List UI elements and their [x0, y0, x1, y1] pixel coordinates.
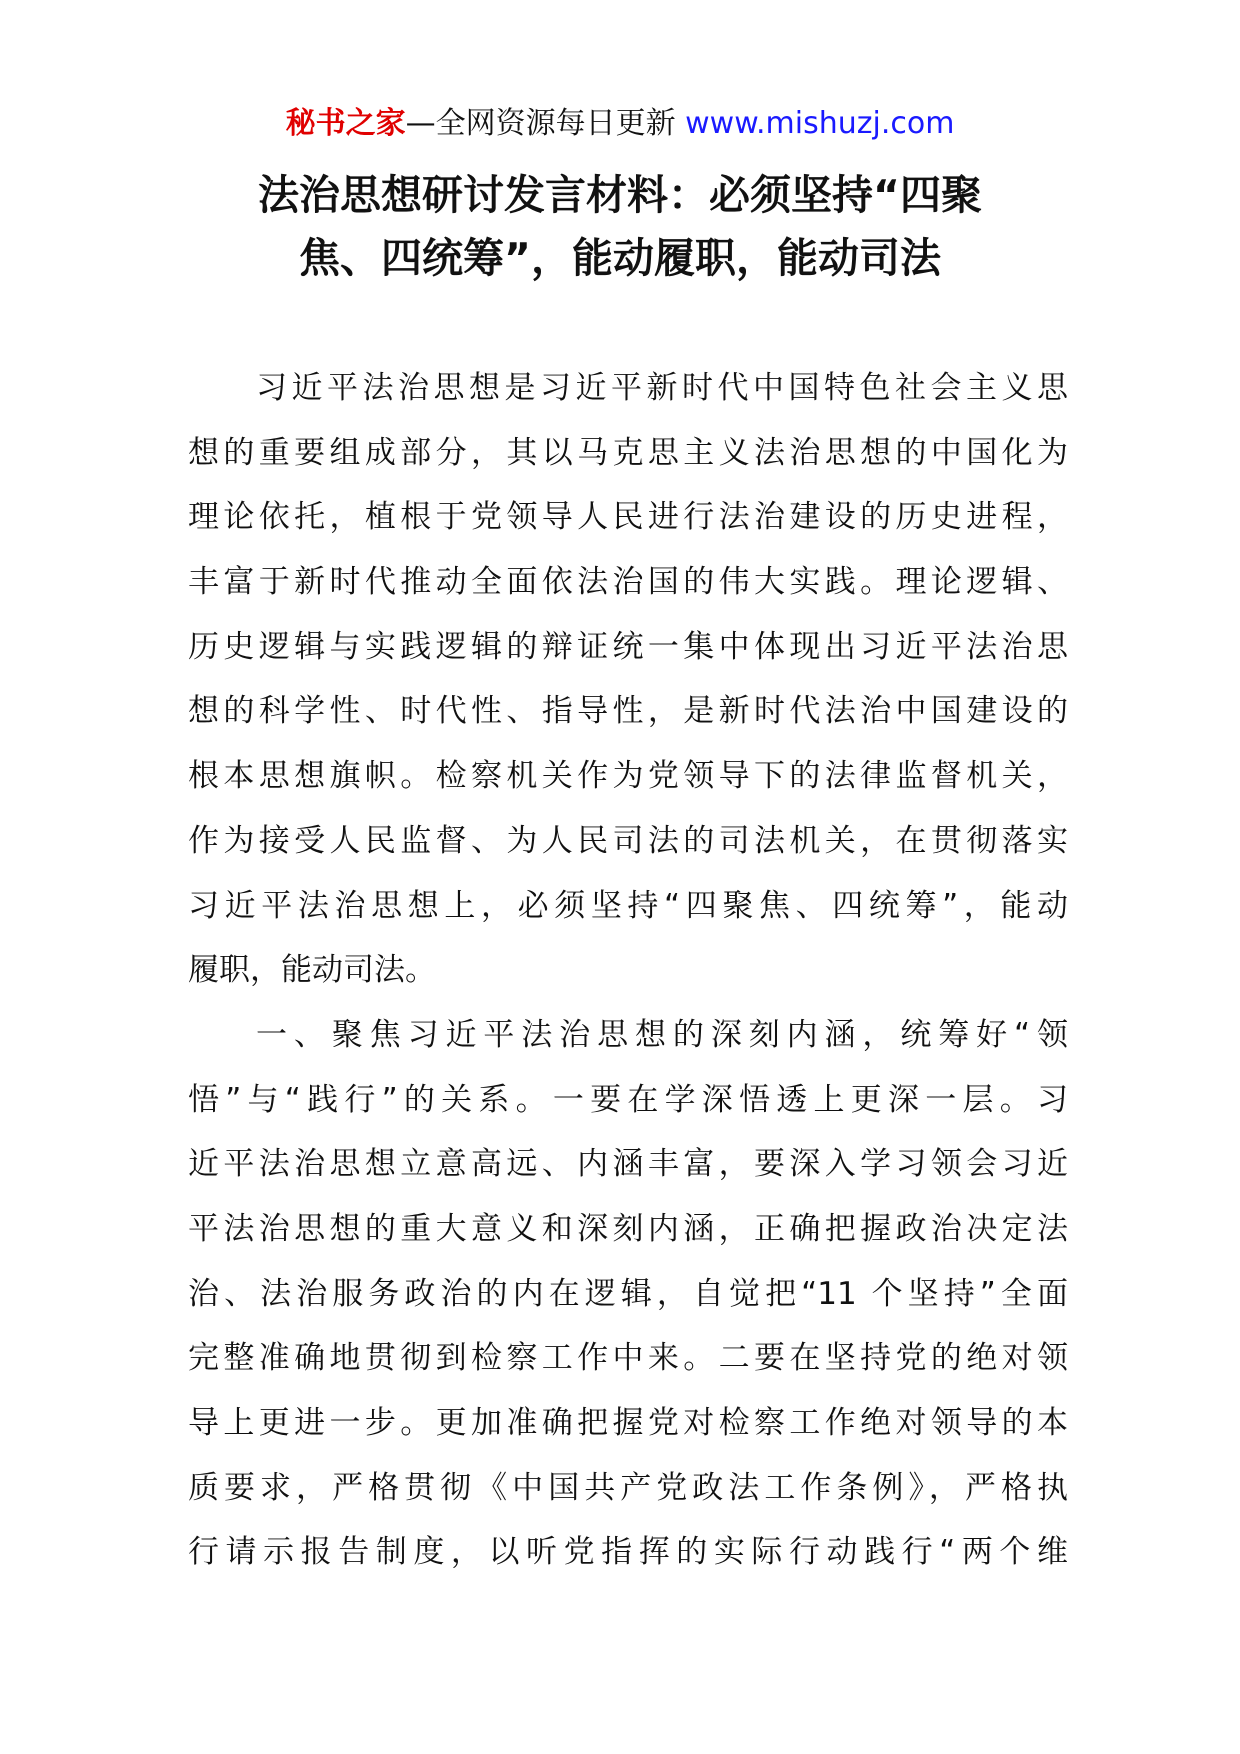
body-line: 想的科学性、时代性、指导性，是新时代法治中国建设的: [188, 693, 1068, 730]
site-header: [0, 104, 1240, 144]
site-url-link[interactable]: www.mishuzj.com: [685, 106, 955, 141]
document-body: [188, 356, 1068, 1585]
body-line: 想的重要组成部分，其以马克思主义法治思想的中国化为: [188, 434, 1068, 471]
title-line-2: 焦、四统筹”，能动履职，能动司法: [299, 234, 941, 282]
title-line-1: 法治思想研讨发言材料：必须坚持“四聚: [258, 171, 982, 219]
body-line: 历史逻辑与实践逻辑的辩证统一集中体现出习近平法治思: [188, 628, 1068, 665]
document-title: [140, 164, 1100, 290]
body-line: 治、法治服务政治的内在逻辑，自觉把“11 个坚持”全面: [188, 1275, 1068, 1312]
body-line: 习近平法治思想上，必须坚持“四聚焦、四统筹”，能动: [188, 887, 1068, 924]
header-tagline: —全网资源每日更新: [405, 106, 676, 141]
body-line: 根本思想旗帜。检察机关作为党领导下的法律监督机关，: [188, 758, 1068, 795]
body-line: 完整准确地贯彻到检察工作中来。二要在坚持党的绝对领: [188, 1340, 1068, 1377]
body-line: 悟”与“践行”的关系。一要在学深悟透上更深一层。习: [188, 1081, 1068, 1118]
body-line: 质要求，严格贯彻《中国共产党政法工作条例》，严格执: [188, 1469, 1068, 1506]
brand-name: 秘书之家: [285, 106, 406, 141]
body-line: 理论依托，植根于党领导人民进行法治建设的历史进程，: [188, 499, 1068, 536]
body-line: 履职，能动司法。: [188, 952, 436, 989]
body-line: 导上更进一步。更加准确把握党对检察工作绝对领导的本: [188, 1405, 1068, 1441]
body-line: 一、聚焦习近平法治思想的深刻内涵，统筹好“领: [256, 1016, 1068, 1053]
body-line: 丰富于新时代推动全面依法治国的伟大实践。理论逻辑、: [188, 564, 1068, 601]
body-line: 习近平法治思想是习近平新时代中国特色社会主义思: [256, 370, 1068, 406]
body-line: 行请示报告制度，以听党指挥的实际行动践行“两个维: [188, 1534, 1068, 1571]
body-line: 平法治思想的重大意义和深刻内涵，正确把握政治决定法: [188, 1210, 1068, 1247]
body-line: 近平法治思想立意高远、内涵丰富，要深入学习领会习近: [188, 1146, 1068, 1183]
body-line: 作为接受人民监督、为人民司法的司法机关，在贯彻落实: [188, 822, 1068, 859]
